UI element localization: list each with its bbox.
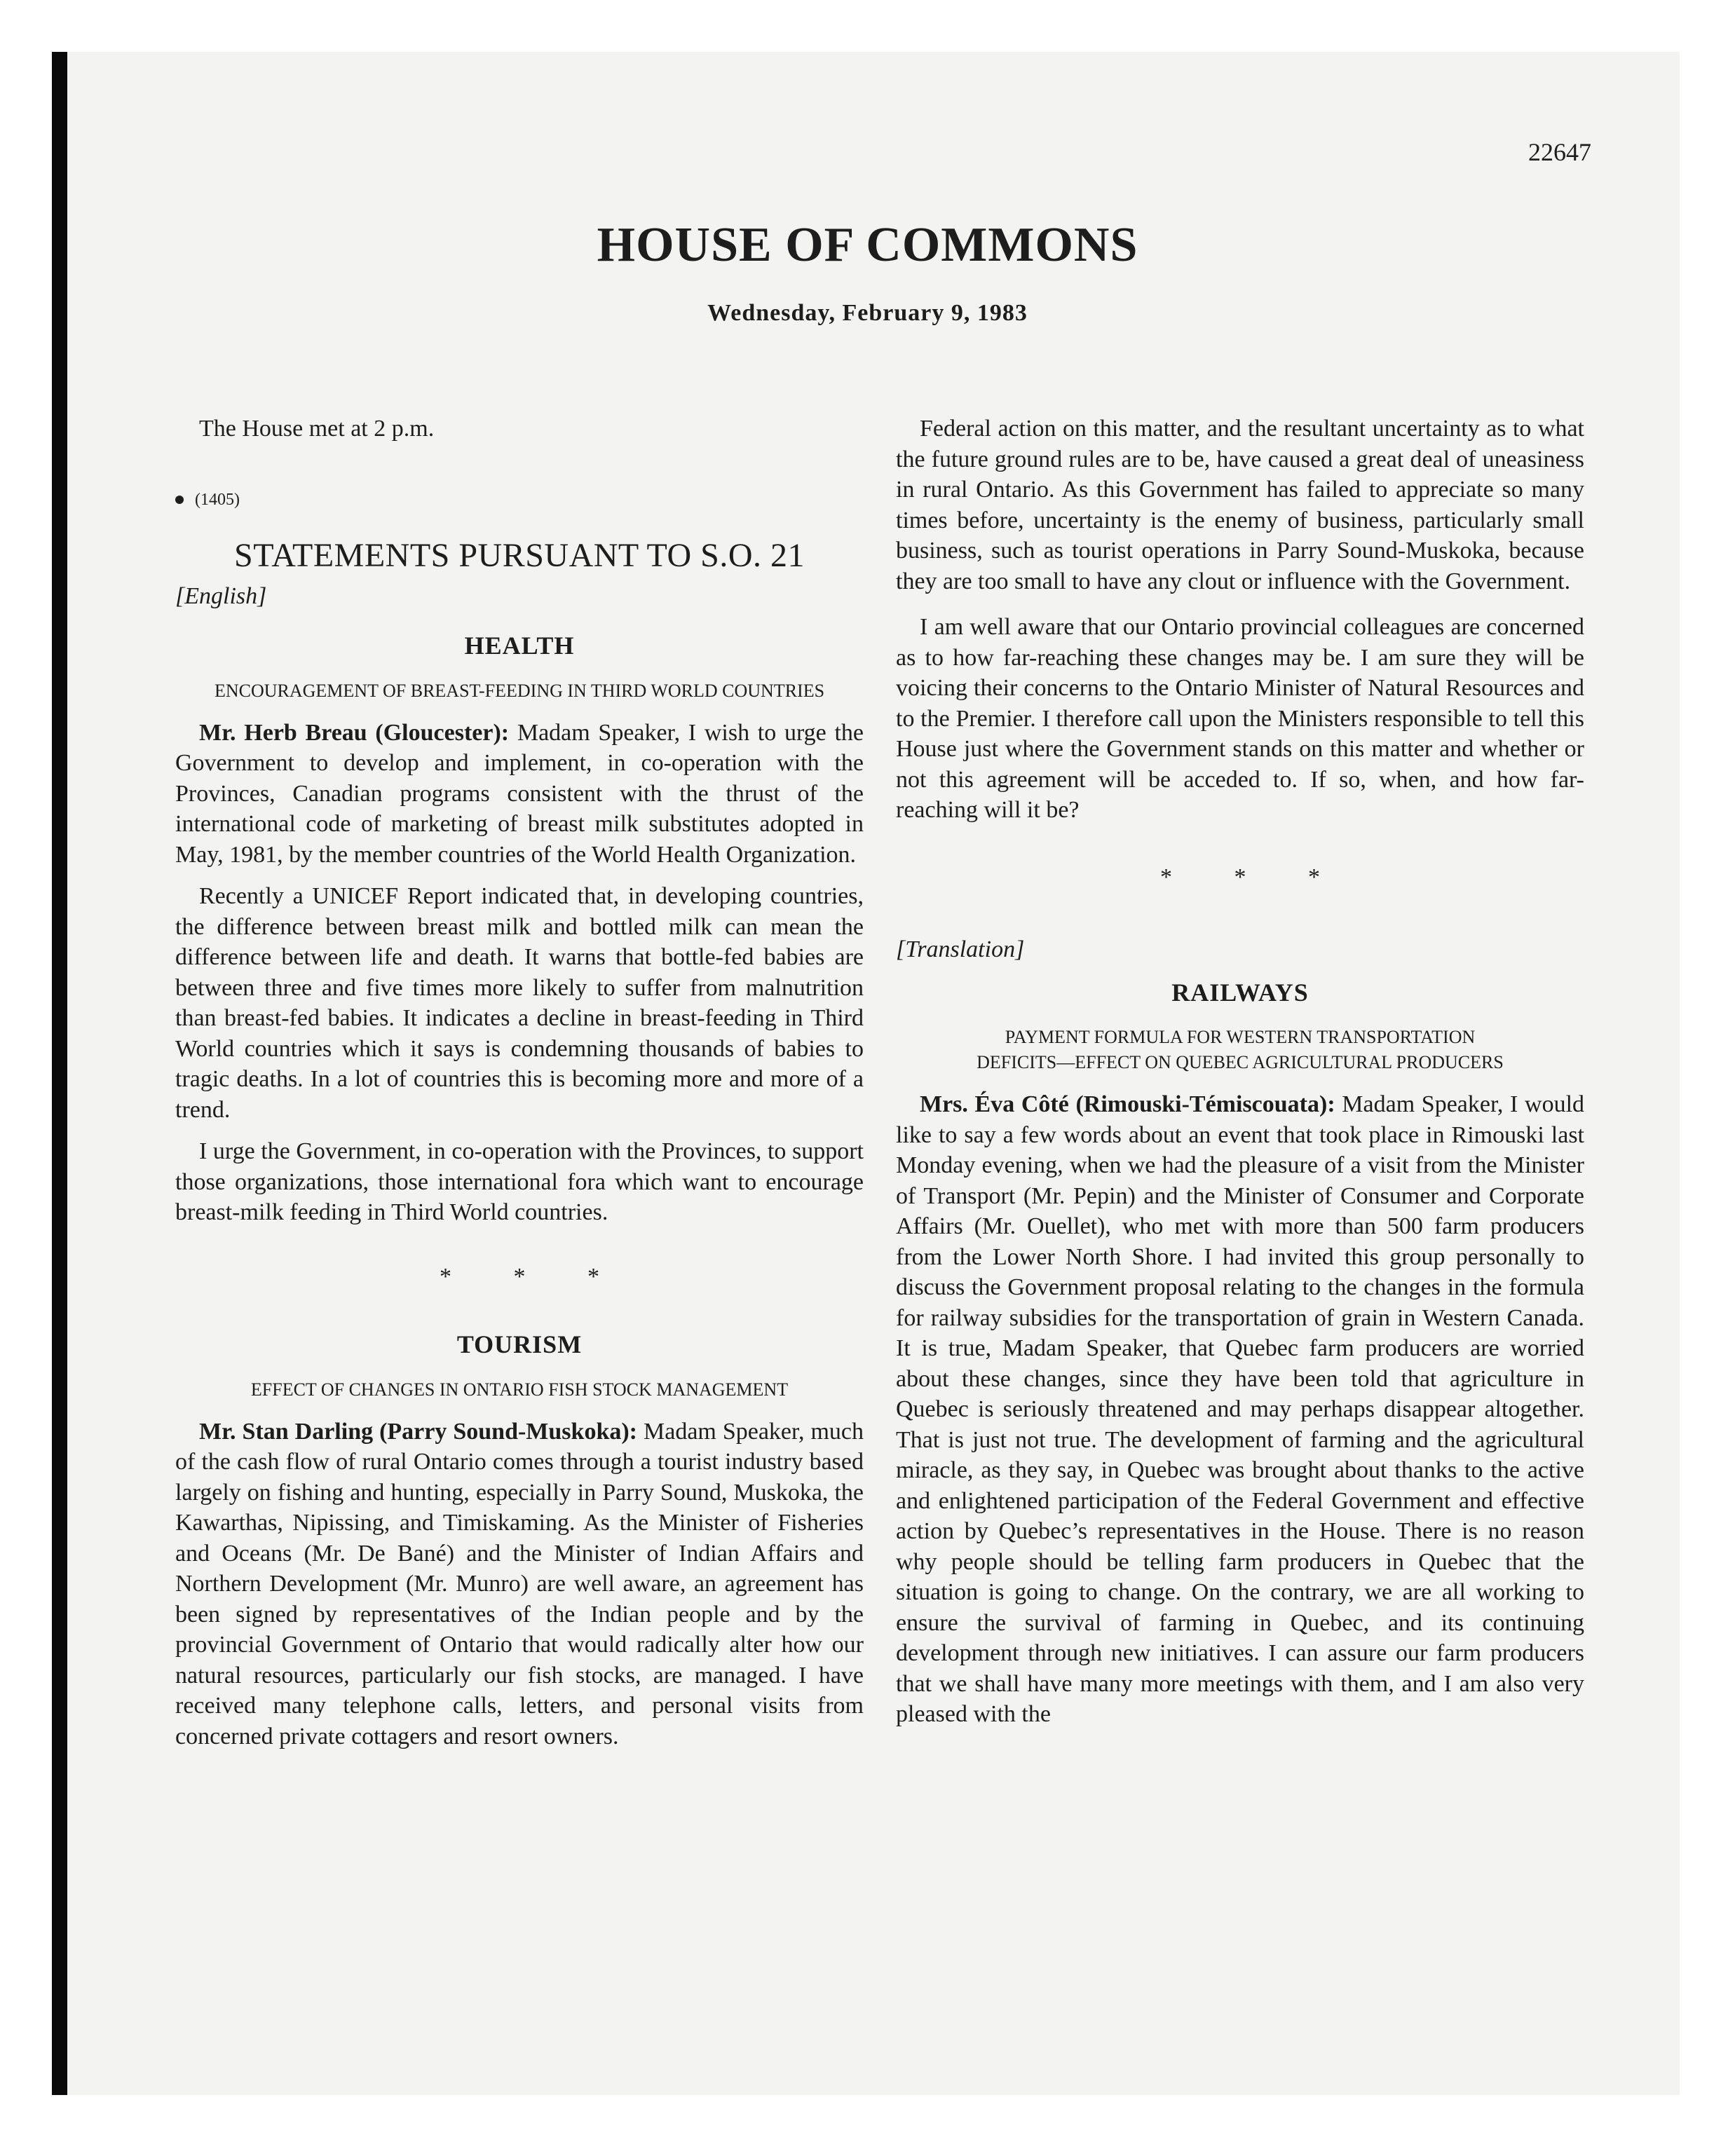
right-column — [896, 414, 1584, 1730]
page-number: 22647 — [1528, 138, 1591, 166]
heading-tourism: TOURISM — [456, 1330, 583, 1358]
speaker-darling: Mr. Stan Darling (Parry Sound-Muskoka): — [199, 1418, 638, 1445]
subheading-health: ENCOURAGEMENT OF BREAST-FEEDING IN THIRD WORLD COUNTRIES — [214, 680, 825, 701]
scan-edge-shadow — [52, 52, 67, 2095]
bullet-icon — [175, 496, 184, 504]
speaker-cote: Mrs. Éva Côté (Rimouski-Témiscouata): — [920, 1091, 1335, 1117]
tourism-paragraph-2: Federal action on this matter, and the resultant uncertainty as to what the future ground rules are to be, have caused a great deal of uneasiness in rural Ontario. As this Government has failed to appreciate so many times before, uncertainty is the enemy of business, particularly small business, such as tourist operations in Parry Sound-Muskoka, because they are too small to have any clout or influence with the Government. — [896, 416, 1584, 594]
heading-railways: RAILWAYS — [1171, 978, 1309, 1007]
railways-paragraph-1 — [896, 1089, 1584, 1730]
left-column — [175, 414, 864, 1752]
section-separator: * * * — [1160, 864, 1348, 890]
subheading-railways-line-2: DEFICITS—EFFECT ON QUEBEC AGRICULTURAL PRODUCERS — [977, 1052, 1504, 1072]
health-paragraph-2: Recently a UNICEF Report indicated that, in developing countries, the difference between breast milk and bottled milk can mean the difference between life and death. It warns that bottle-fed babies are between three and five times more likely to suffer from malnutrition than breast-fed babies. It indicates a decline in breast-feeding in Third World countries which it says is condemning thousands of babies to tragic deaths. In a lot of countries this is becoming more and more of a trend. — [175, 883, 864, 1123]
subheading-railways — [896, 1025, 1584, 1075]
heading-health: HEALTH — [464, 632, 575, 660]
tourism-paragraph-3: I am well aware that our Ontario provincial colleagues are concerned as to how far-reaching these changes may be. I am sure they will be voicing their concerns to the Ontario Minister of Natural Resources and to the Premier. I therefore call upon the Ministers responsible to tell this House just where the Government stands on this matter and whether or not this agreement will be acceded to. If so, when, and how far-reaching will it be? — [896, 614, 1584, 823]
subheading-railways-line-1: PAYMENT FORMULA FOR WESTERN TRANSPORTATION — [1005, 1027, 1476, 1047]
speaker-breau: Mr. Herb Breau (Gloucester): — [199, 719, 510, 746]
page-title: HOUSE OF COMMONS — [597, 218, 1138, 272]
tourism-paragraph-1 — [175, 1417, 864, 1752]
tourism-paragraph-1-text: Madam Speaker, much of the cash flow of rural Ontario comes through a tourist industry based largely on fishing and hunting, especially in Parry Sound, Muskoka, the Kawarthas, Nipissing, and Timiskaming. As the Minister of Fisheries and Oceans (Mr. De Bané) and the Minister of Indian Affairs and Northern Development (Mr. Munro) are well aware, an agreement has been signed by representatives of the Indian people and by the provincial Government of Ontario that would radically alter how our natural resources, particularly our fish stocks, are managed. I have received many telephone calls, letters, and personal visits from concerned private cottagers and resort owners. — [175, 1418, 864, 1749]
section-separator: * * * — [440, 1263, 627, 1290]
health-paragraph-3: I urge the Government, in co-operation with the Provinces, to support those organizations, those international fora which want to encourage breast-milk feeding in Third World countries. — [175, 1138, 864, 1225]
section-title: STATEMENTS PURSUANT TO S.O. 21 — [234, 537, 805, 574]
time-marker-label: (1405) — [195, 490, 240, 509]
railways-paragraph-1-text: Madam Speaker, I would like to say a few words about an event that took place in Rimouski last Monday evening, when we had the pleasure of a visit from the Minister of Transport (Mr. Pepin) and the Minister of Consumer and Corporate Affairs (Mr. Ouellet), who met with more than 500 farm producers from the Lower North Shore. I had invited this group personally to discuss the Government proposal relating to the changes in the formula for railway subsidies for the transportation of grain in Western Canada. It is true, Madam Speaker, that Quebec farm producers are worried about these changes, since they have been told that agriculture in Quebec is seriously threatened and may perhaps disappear altogether. That is just not true. The development of farming and the agricultural miracle, as they say, in Quebec was brought about thanks to the active and enlightened participation of the Federal Government and effective action by Quebec’s representatives in the House. There is no reason why people should be telling farm producers in Quebec that the situation is going to change. On the contrary, we are all working to ensure the survival of farming in Quebec, and its continuing development through new initiatives. I can assure our farm producers that we shall have many more meetings with them, and I am also very pleased with the — [896, 1091, 1585, 1727]
subheading-tourism: EFFECT OF CHANGES IN ONTARIO FISH STOCK MANAGEMENT — [250, 1379, 789, 1400]
health-paragraph-1 — [175, 718, 864, 871]
sitting-date: Wednesday, February 9, 1983 — [707, 300, 1028, 326]
time-marker — [175, 485, 864, 516]
opening-line: The House met at 2 p.m. — [199, 416, 435, 442]
language-tag-english: [English] — [175, 582, 267, 609]
health-paragraph-1-text: Madam Speaker, I wish to urge the Government to develop and implement, in co-operation with the Provinces, Canadian programs consistent with the thrust of the international code of marketing of breast milk substitutes adopted in May, 1981, by the member countries of the World Health Organization. — [175, 719, 864, 868]
language-tag-translation: [Translation] — [896, 936, 1025, 962]
